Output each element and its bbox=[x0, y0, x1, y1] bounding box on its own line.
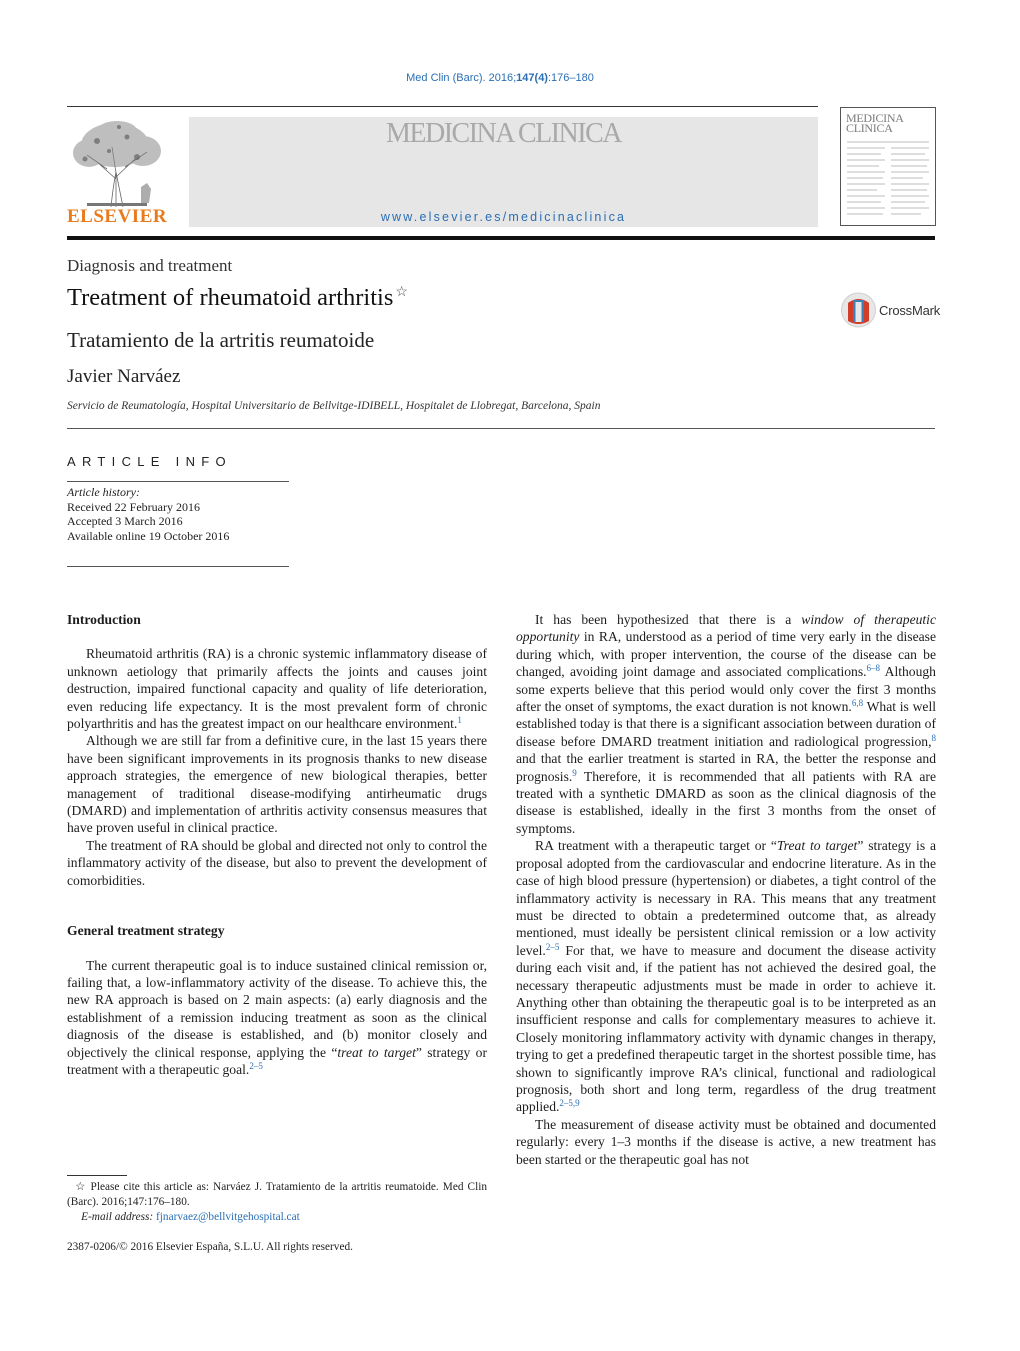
accepted-date: Accepted 3 March 2016 bbox=[67, 514, 183, 528]
header-thick-divider bbox=[67, 236, 935, 240]
reference-link[interactable]: 8 bbox=[931, 732, 936, 743]
citation-prefix: Med Clin (Barc). 2016; bbox=[406, 72, 517, 84]
footnote-email bbox=[67, 1210, 487, 1225]
reference-link[interactable]: 2–5 bbox=[249, 1060, 263, 1071]
footnote-citation bbox=[67, 1180, 487, 1210]
author-affiliation: Servicio de Reumatología, Hospital Universitario de Bellvitge-IDIBELL, Hospitalet de Llobregat, Barcelona, Spain bbox=[67, 400, 601, 412]
intro-paragraph-3: The treatment of RA should be global and directed not only to control the inflammatory activity of the disease, but also to prevent the development of comorbidities. bbox=[67, 837, 487, 888]
journal-title: MEDICINA CLINICA bbox=[386, 118, 621, 149]
elsevier-tree-logo bbox=[67, 117, 165, 209]
right-p2-text-a: RA treatment with a therapeutic target or “ bbox=[535, 838, 777, 854]
right-p1-text-b: in RA, understood as a period of time very early in the disease during which, with proper intervention, the course of the disease can be changed, avoiding joint damage and associated complications. bbox=[516, 629, 936, 680]
top-divider bbox=[67, 106, 818, 107]
strategy-paragraph-1 bbox=[67, 957, 487, 1079]
article-history bbox=[67, 485, 229, 543]
right-p1-italic: window of therapeutic opportunity bbox=[516, 612, 936, 645]
journal-url-link[interactable]: www.elsevier.es/medicinaclinica bbox=[380, 210, 627, 224]
title-divider bbox=[67, 428, 935, 429]
reference-link[interactable]: 2–5 bbox=[545, 941, 560, 952]
footnote-cite-text: Please cite this article as: Narváez J. Tratamiento de la artritis reumatoide. Med Clin (Barc). 2016;147:176–180. bbox=[67, 1181, 488, 1208]
right-p1-text-c: Although some experts believe that this period would only cover the first 3 months after the onset of symptoms, the exact duration is not known. bbox=[516, 664, 936, 715]
citation-pages: :176–180 bbox=[547, 72, 594, 84]
available-online-date: Available online 19 October 2016 bbox=[67, 528, 230, 543]
footnote-divider bbox=[67, 1175, 127, 1176]
cover-journal-title: MEDICINA CLINICA bbox=[846, 111, 903, 135]
reference-link[interactable]: 2–5,9 bbox=[559, 1098, 580, 1109]
footnote-star-icon: ☆ bbox=[75, 1181, 87, 1193]
right-p1-text-f: Therefore, it is recommended that all patients with RA are treated with a synthetic DMARD as soon as the clinical diagnosis of the disease is established, ideally in the first 3 months from the onset of symptoms. bbox=[516, 768, 936, 836]
body-right-column bbox=[516, 611, 936, 1168]
introduction-heading: Introduction bbox=[67, 612, 141, 627]
article-section-label: Diagnosis and treatment bbox=[67, 256, 233, 275]
reference-link[interactable]: 6,8 bbox=[851, 698, 864, 709]
received-date: Received 22 February 2016 bbox=[67, 499, 200, 514]
crossmark-label[interactable]: CrossMark bbox=[879, 303, 941, 318]
article-title bbox=[67, 284, 408, 312]
strategy-p1-italic: treat to target bbox=[337, 1044, 416, 1060]
star-footnote-icon[interactable]: ☆ bbox=[395, 285, 408, 300]
article-history-label: Article history: bbox=[67, 485, 140, 499]
intro-p1-text: Rheumatoid arthritis (RA) is a chronic systemic inflammatory disease of unknown aetiology that primarily affects the joints and causes joint destruction, impaired functional capacity and quality of life deterioration, even reducing life expectancy. It is the most prevalent form of chronic polyarthritis and has the greatest impact on our healthcare environment. bbox=[67, 646, 487, 732]
article-info-heading: ARTICLE INFO bbox=[67, 454, 232, 469]
footnote bbox=[67, 1180, 487, 1225]
reference-link[interactable]: 9 bbox=[572, 767, 577, 778]
author-name: Javier Narváez bbox=[67, 366, 181, 387]
article-info-divider-top bbox=[67, 481, 289, 482]
copyright-notice: 2387-0206/© 2016 Elsevier España, S.L.U. All rights reserved. bbox=[67, 1241, 353, 1253]
right-p2-italic: Treat to target bbox=[776, 838, 858, 854]
article-info-divider-bottom bbox=[67, 566, 289, 567]
journal-citation[interactable] bbox=[0, 72, 1000, 84]
elsevier-wordmark: ELSEVIER bbox=[67, 206, 168, 227]
intro-paragraph-2: Although we are still far from a definitive cure, in the last 15 years there have been significant improvements in its prognosis thanks to new disease approach strategies, the emergence of new biological therapies, better management of traditional disease-modifying antirheumatic drugs (DMARD) and implementation of arthritis activity consensus measures that have proven useful in clinical practice. bbox=[67, 733, 487, 836]
strategy-heading: General treatment strategy bbox=[67, 923, 225, 939]
reference-link[interactable]: 1 bbox=[457, 715, 462, 726]
strategy-p1-text-b: ” strategy or treatment with a therapeutic goal. bbox=[67, 1044, 487, 1077]
citation-volume: 147(4) bbox=[516, 72, 548, 84]
email-link[interactable]: fjnarvaez@bellvitgehospital.cat bbox=[156, 1211, 300, 1223]
email-label: E-mail address: bbox=[81, 1211, 154, 1223]
body-left-column bbox=[67, 611, 487, 1078]
right-paragraph-1 bbox=[516, 611, 936, 837]
right-p2-text-c: For that, we have to measure and document the disease activity during each visit and, if the patient has not achieved the desired goal, the necessary therapeutic adjustments must be made in order to achieve it. Anything other than obtaining the therapeutic goal is to be interpreted as an insufficient response and calls for complementary measures to achieve it. Closely monitoring inflammatory activity with dynamic changes in therapy, trying to get a predefined therapeutic target in the shortest possible time, has shown to significantly improve RA’s clinical, functional and radiological prognosis, both short and long term, regardless of the drug treatment applied. bbox=[516, 942, 936, 1115]
right-paragraph-3: The measurement of disease activity must be obtained and documented regularly: every 1–3 months if the disease is active, a new treatment has been started or the therapeutic goal has not bbox=[516, 1116, 936, 1167]
right-paragraph-2 bbox=[516, 837, 936, 1116]
article-title-text: Treatment of rheumatoid arthritis bbox=[67, 284, 394, 311]
right-p1-text-d: What is well established today is that there is a significant association between duration of disease before DMARD treatment initiation and radiological progression, bbox=[516, 699, 936, 749]
article-alt-title: Tratamiento de la artritis reumatoide bbox=[67, 328, 375, 352]
right-p1-text-a: It has been hypothesized that there is a bbox=[535, 612, 802, 627]
right-p2-text-b: ” strategy is a proposal adopted from the cardiovascular and endocrine literature. As in the case of high blood pressure (hypertension) or diabetes, a tight control of the inflammatory activity is necessary in RA. This means that any treatment must be directed to obtain a predetermined outcome that, as already mentioned, must ideally be persistent clinical remission or a low activity level. bbox=[516, 838, 936, 958]
intro-paragraph-1 bbox=[67, 645, 487, 732]
right-p1-text-e: and that the earlier treatment is started in RA, the better the response and prognosis. bbox=[516, 751, 936, 784]
strategy-p1-text-a: The current therapeutic goal is to induce sustained clinical remission or, failing that, a low-inflammatory activity of the disease. To achieve this, the new RA approach is based on 2 main aspects: (a) early diagnosis and the establishment of a remission inducing treatment as soon as the clinical diagnosis of the disease is established, and (b) monitor closely and objectively the clinical response, applying the “ bbox=[67, 957, 487, 1060]
reference-link[interactable]: 6–8 bbox=[866, 663, 881, 674]
